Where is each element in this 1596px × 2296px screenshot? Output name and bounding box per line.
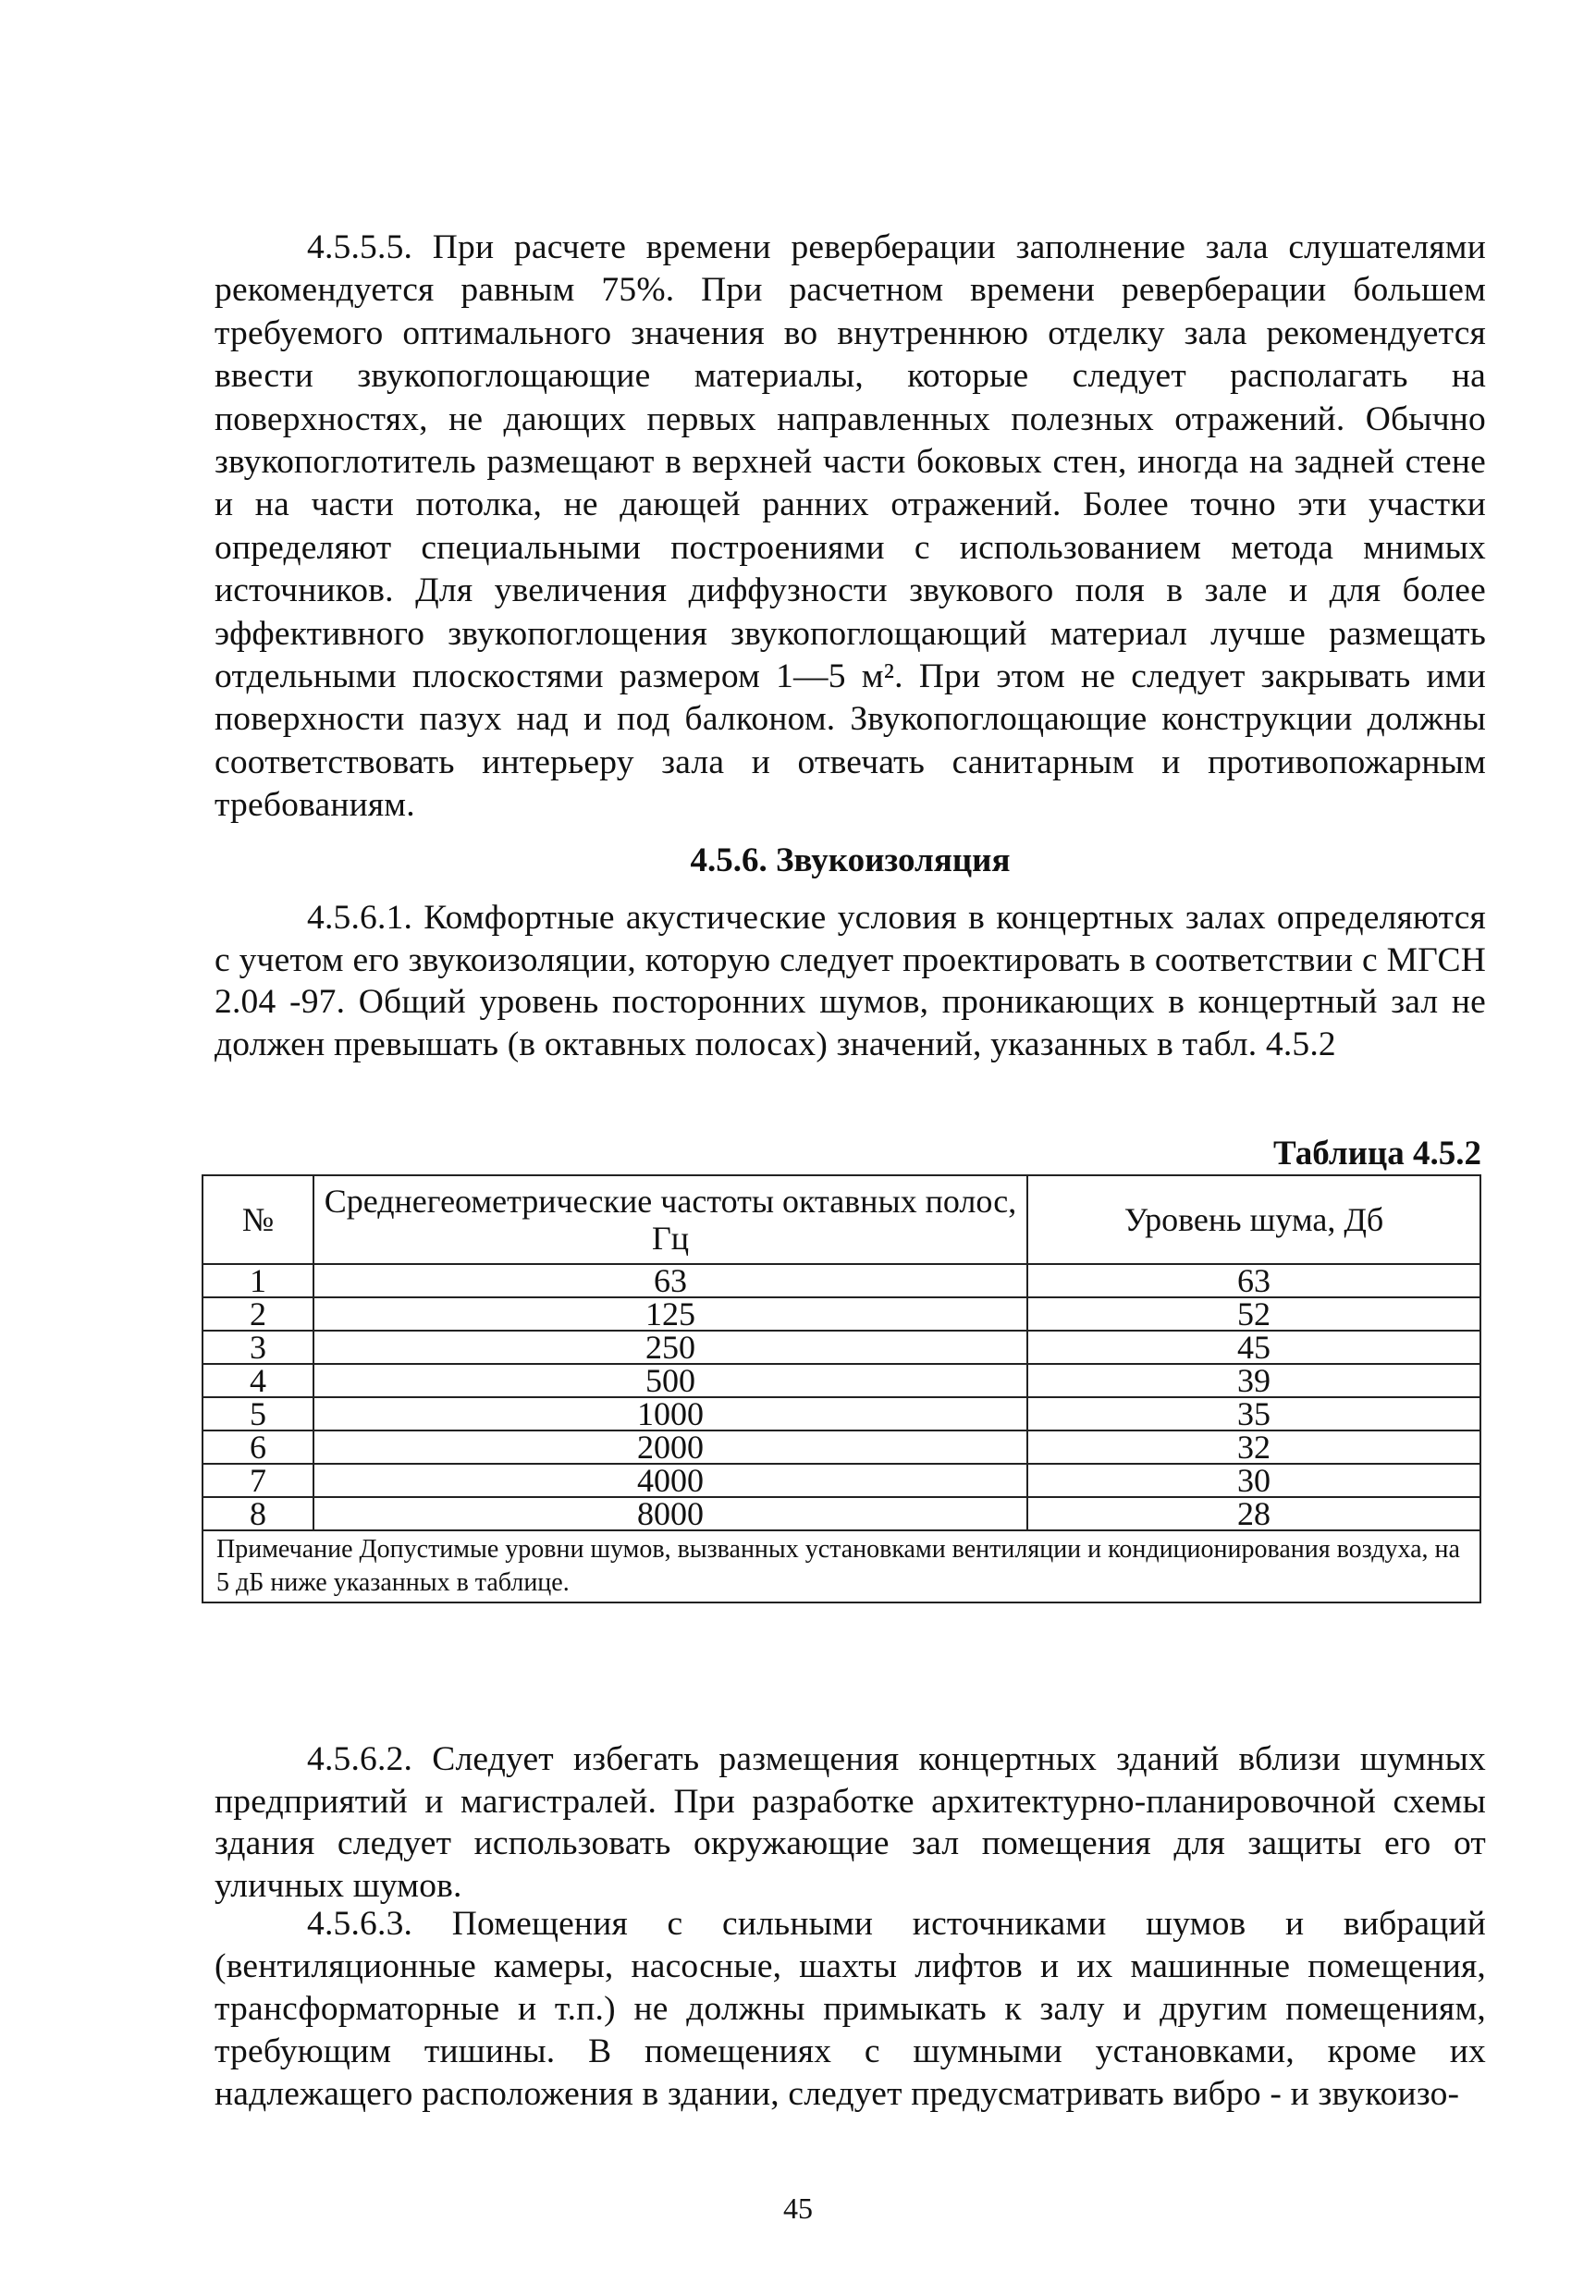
header-noise-level: Уровень шума, Дб [1027,1175,1480,1264]
cell-number: 4 [203,1364,313,1397]
cell-frequency: 8000 [313,1497,1027,1530]
cell-number: 2 [203,1297,313,1331]
cell-frequency: 2000 [313,1430,1027,1464]
table-row [203,1464,1480,1497]
header-frequency: Среднегеометрические частоты октавных полос, Гц [313,1175,1027,1264]
cell-number: 3 [203,1331,313,1364]
table-body [203,1264,1480,1602]
cell-number: 1 [203,1264,313,1297]
cell-frequency: 4000 [313,1464,1027,1497]
cell-frequency: 1000 [313,1397,1027,1430]
cell-frequency: 63 [313,1264,1027,1297]
cell-noise-level: 45 [1027,1331,1480,1364]
table-row [203,1331,1480,1364]
cell-noise-level: 63 [1027,1264,1480,1297]
paragraph-4-5-6-1: 4.5.6.1. Комфортные акустические условия в концертных залах определяются с учетом его звукоизоляции, которую следует проектировать в соответствии с МГСН 2.04 -97. Общий уровень посторонних шумов, проникающих в концертный зал не должен превышать (в октавных полосах) значений, указанных в табл. 4.5.2 [215,899,1486,1063]
table-header-row [203,1175,1480,1264]
paragraph-4-5-6-2: 4.5.6.2. Следует избегать размещения концертных зданий вблизи шумных предприятий и магистралей. При разработке архитектурно-планировочной схемы здания следует использовать окружающие зал помещения для защиты его от уличных шумов. [215,1740,1486,1905]
cell-frequency: 125 [313,1297,1027,1331]
noise-level-table [202,1174,1481,1603]
cell-number: 7 [203,1464,313,1497]
table-caption: Таблица 4.5.2 [1273,1135,1481,1173]
cell-noise-level: 39 [1027,1364,1480,1397]
table-row [203,1497,1480,1530]
table-row [203,1397,1480,1430]
cell-noise-level: 52 [1027,1297,1480,1331]
cell-noise-level: 35 [1027,1397,1480,1430]
paragraph-4-5-6-3: 4.5.6.3. Помещения с сильными источниками шумов и вибраций (вентиляционные камеры, насосные, шахты лифтов и их машинные помещения, трансформаторные и т.п.) не должны примыкать к залу и другим помещениям, требующим тишины. В помещениях с шумными установками, кроме их надлежащего расположения в здании, следует предусматривать вибро - и звукоизо- [215,1905,1486,2113]
table-row [203,1364,1480,1397]
cell-frequency: 500 [313,1364,1027,1397]
page-number: 45 [783,2192,813,2225]
cell-number: 8 [203,1497,313,1530]
cell-noise-level: 30 [1027,1464,1480,1497]
cell-frequency: 250 [313,1331,1027,1364]
cell-noise-level: 28 [1027,1497,1480,1530]
table-row [203,1264,1480,1297]
table-row [203,1297,1480,1331]
cell-noise-level: 32 [1027,1430,1480,1464]
table-note-row [203,1530,1480,1602]
header-number: № [203,1175,313,1264]
section-heading: 4.5.6. Звукоизоляция [690,841,1011,879]
table-row [203,1430,1480,1464]
table-note: Примечание Допустимые уровни шумов, вызванных установками вентиляции и кондиционирования воздуха, на 5 дБ ниже указанных в таблице. [203,1530,1480,1602]
cell-number: 6 [203,1430,313,1464]
cell-number: 5 [203,1397,313,1430]
paragraph-4-5-5-5: 4.5.5.5. При расчете времени реверберации заполнение зала слушателями рекомендуется равным 75%. При расчетном времени реверберации большем требуемого оптимального значения во внутреннюю отделку зала рекомендуется ввести звукопоглощающие материалы, которые следует располагать на поверхностях, не дающих первых направленных полезных отражений. Обычно звукопоглотитель размещают в верхней части боковых стен, иногда на задней стене и на части потолка, не дающей ранних отражений. Более точно эти участки определяют специальными построениями с использованием метода мнимых источников. Для увеличения диффузности звукового поля в зале и для более эффективного звукопоглощения звукопоглощающий материал лучше размещать отдельными плоскостями размером 1—5 м². При этом не следует закрывать ими поверхности пазух над и под балконом. Звукопоглощающие конструкции должны соответствовать интерьеру зала и отвечать санитарным и противопожарным требованиям. [215,228,1486,825]
